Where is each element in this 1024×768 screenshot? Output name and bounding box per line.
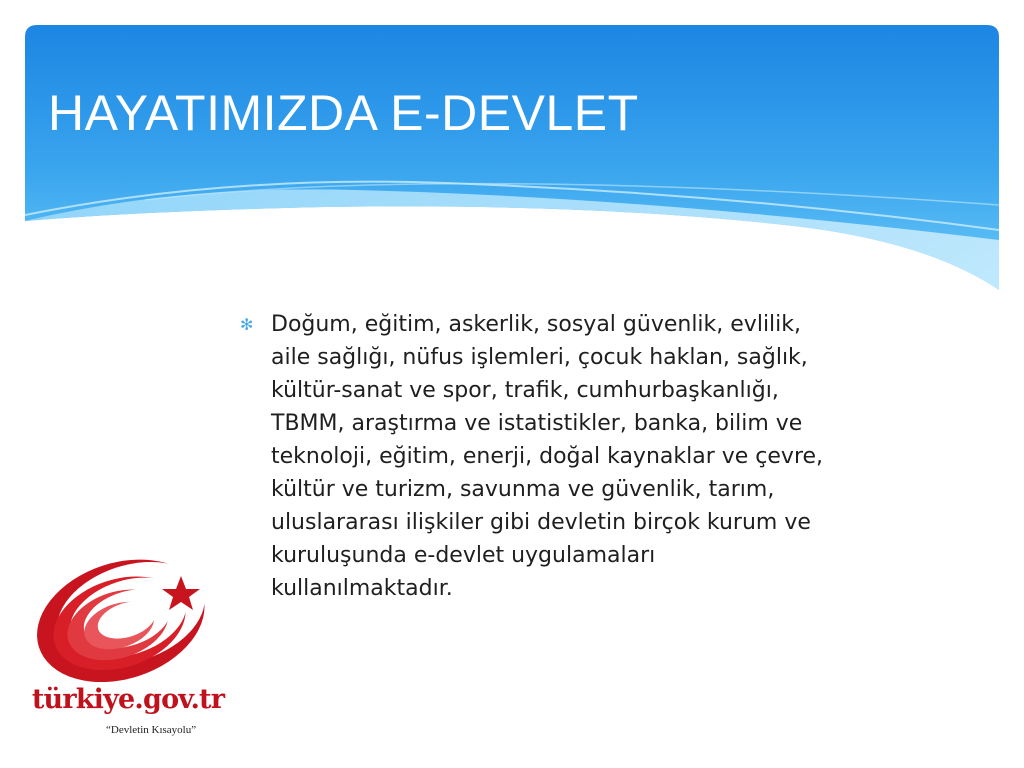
bullet-text-line: kuruluşunda e-devlet uygulamaları <box>271 543 656 568</box>
bullet-text-line: kültür ve turizm, savunma ve güvenlik, tarım, <box>271 477 775 502</box>
bullet-text-line: Doğum, eğitim, askerlik, sosyal güvenlik, evlilik, <box>271 312 802 337</box>
crescent-star-emblem <box>28 548 228 688</box>
slide-title: HAYATIMIZDA E-DEVLET <box>48 85 639 141</box>
asterisk-bullet-icon: ✻ <box>240 315 254 334</box>
bullet-text-line: TBMM, araştırma ve istatistikler, banka, bilim ve <box>271 411 803 436</box>
turkiye-gov-logo <box>28 548 228 743</box>
bullet-text-line: kullanılmaktadır. <box>271 576 453 601</box>
bullet-text-line: uluslararası ilişkiler gibi devletin birçok kurum ve <box>271 510 811 535</box>
logo-tagline: “Devletin Kısayolu” <box>106 724 197 736</box>
bullet-text-line: kültür-sanat ve spor, trafik, cumhurbaşkanlığı, <box>271 378 779 403</box>
logo-name: türkiye.gov.tr <box>31 684 225 715</box>
header-banner <box>25 25 999 290</box>
bullet-text-line: teknoloji, eğitim, enerji, doğal kaynaklar ve çevre, <box>271 444 824 469</box>
bullet-item <box>240 308 990 605</box>
bullet-text-line: aile sağlığı, nüfus işlemleri, çocuk haklan, sağlık, <box>271 345 808 370</box>
content-body <box>240 308 990 605</box>
